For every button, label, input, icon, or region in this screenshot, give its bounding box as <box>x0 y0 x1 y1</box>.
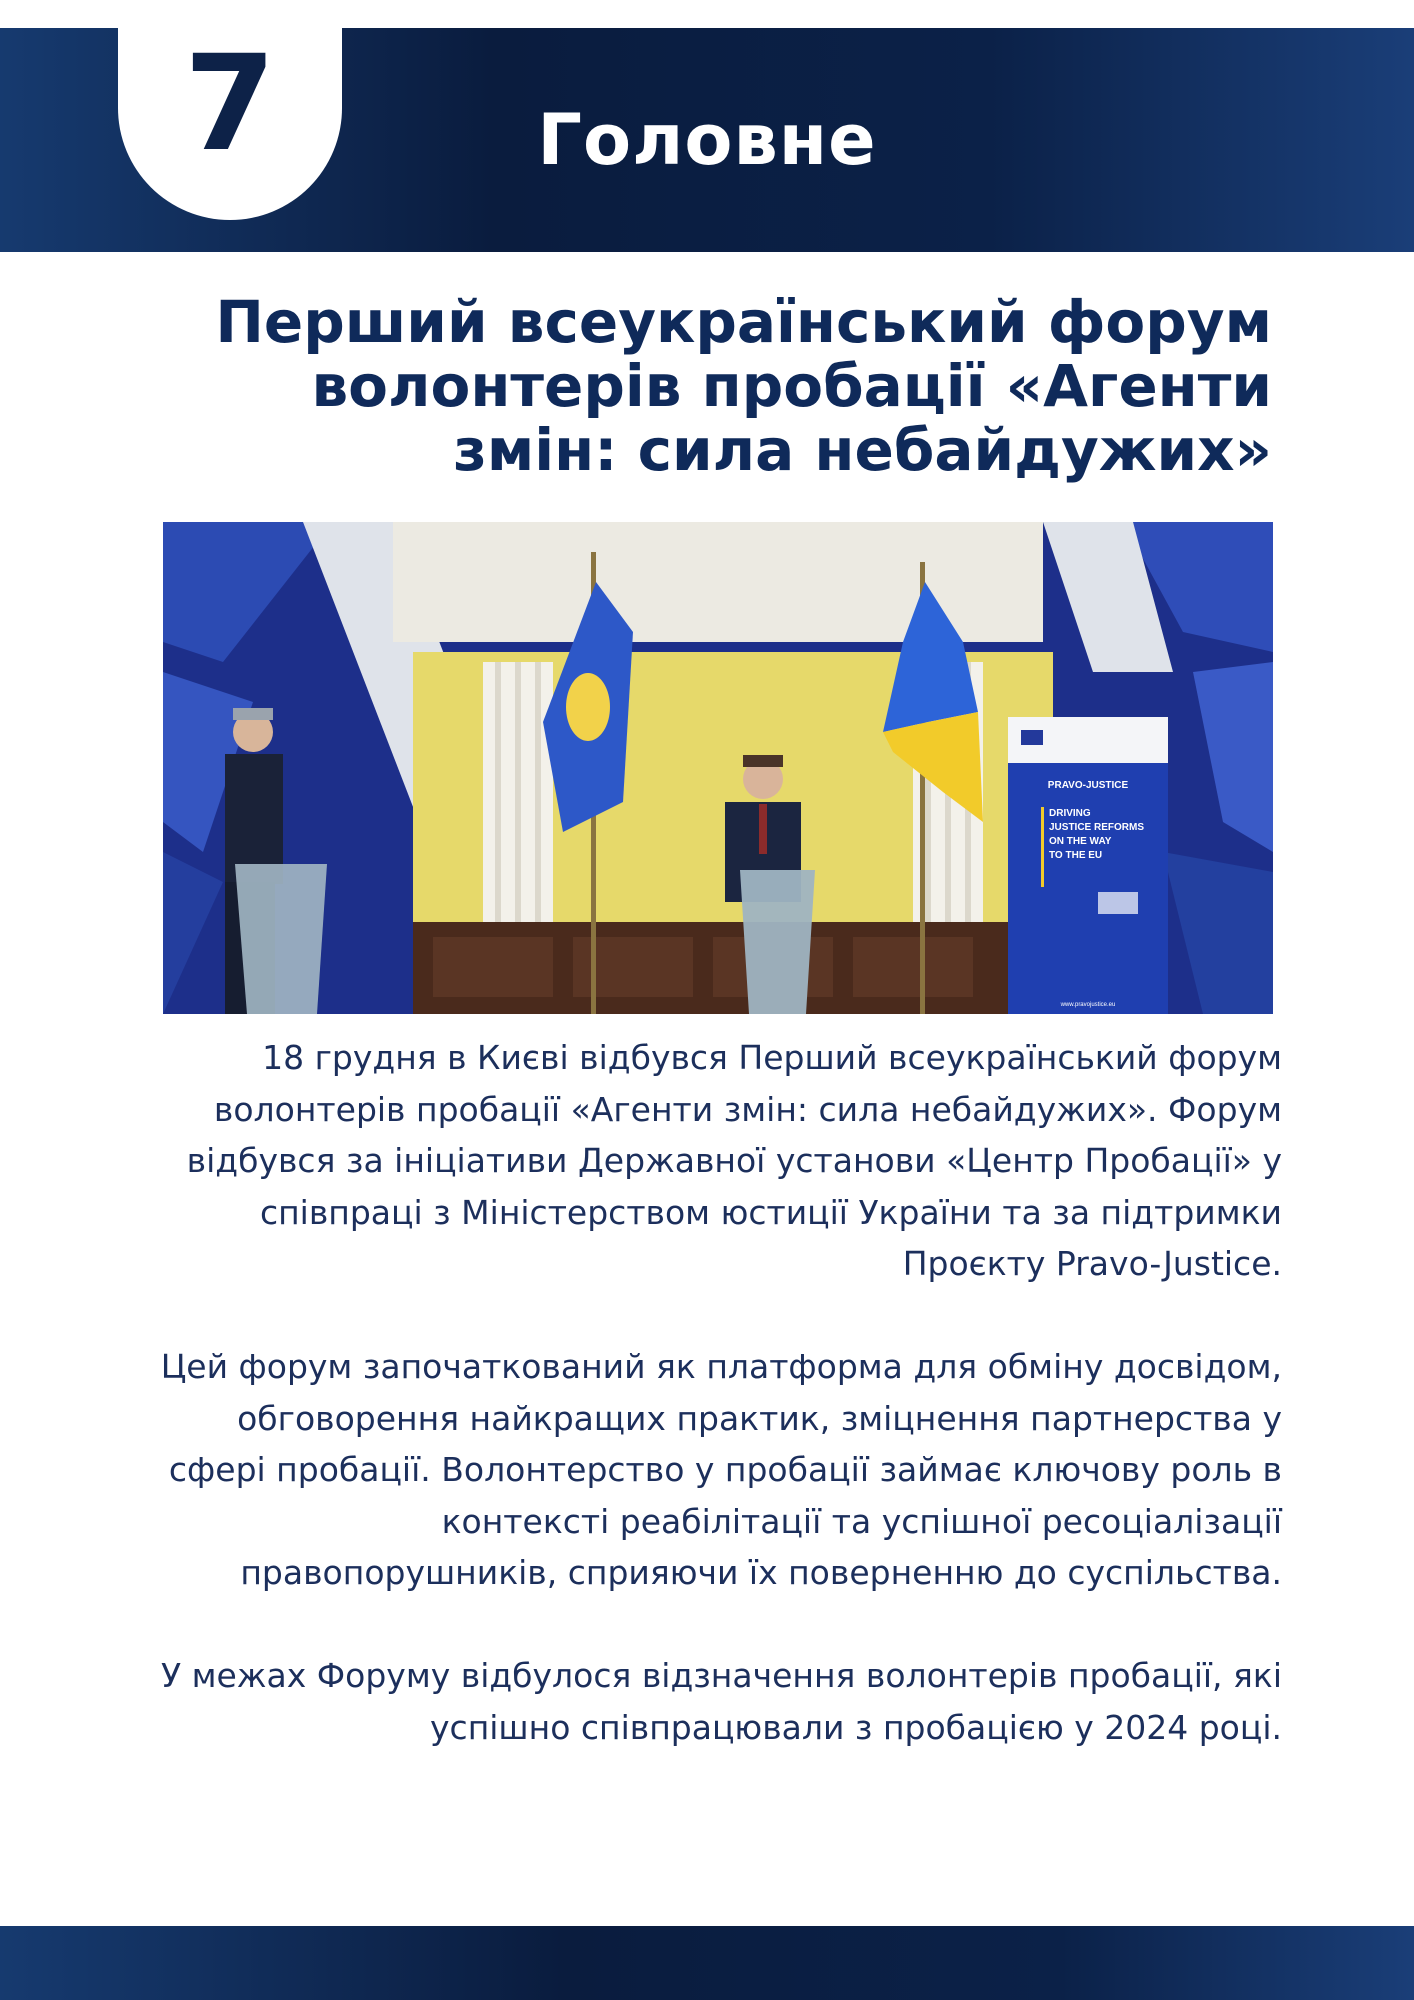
article-headline: Перший всеукраїнський форум волонтерів пробації «Агенти змін: сила небайдужих» <box>215 288 1272 484</box>
banner-brand: PRAVO-JUSTICE <box>1047 780 1129 791</box>
page-footer-bar <box>0 1926 1414 2000</box>
article-paragraph: Цей форум започаткований як платформа для обміну досвідом, обговорення найкращих практик, зміцнення партнерства у сфері пробації. Волонтерство у пробації займає ключову роль в контексті реабілітації та успішної ресоціалізації правопорушників, сприяючи їх поверненню до суспільства. <box>160 1347 1282 1592</box>
banner-slogan-line: TO THE EU <box>1049 850 1103 861</box>
article-body <box>142 1032 1282 1753</box>
banner-url: www.pravojustice.eu <box>1060 1002 1116 1008</box>
article-paragraph: 18 грудня в Києві відбувся Перший всеукраїнський форум волонтерів пробації «Агенти змін: сила небайдужих». Форум відбувся за ініціативи Державної установи «Центр Пробації» у співпраці з Міністерством юстиції України та за підтримки Проєкту Pravo-Justice. <box>186 1038 1282 1283</box>
section-title-wrap <box>0 28 1414 252</box>
page-number: 7 <box>184 27 276 181</box>
article-paragraph: У межах Форуму відбулося відзначення волонтерів пробації, які успішно співпрацювали з пробацією у 2024 році. <box>160 1656 1282 1747</box>
page-header <box>0 28 1414 252</box>
banner-slogan-line: ON THE WAY <box>1049 836 1112 847</box>
article-photo <box>163 522 1273 1014</box>
banner-slogan-line: JUSTICE REFORMS <box>1049 822 1145 833</box>
banner-slogan-line: DRIVING <box>1049 808 1091 819</box>
section-title: Головне <box>537 99 877 181</box>
